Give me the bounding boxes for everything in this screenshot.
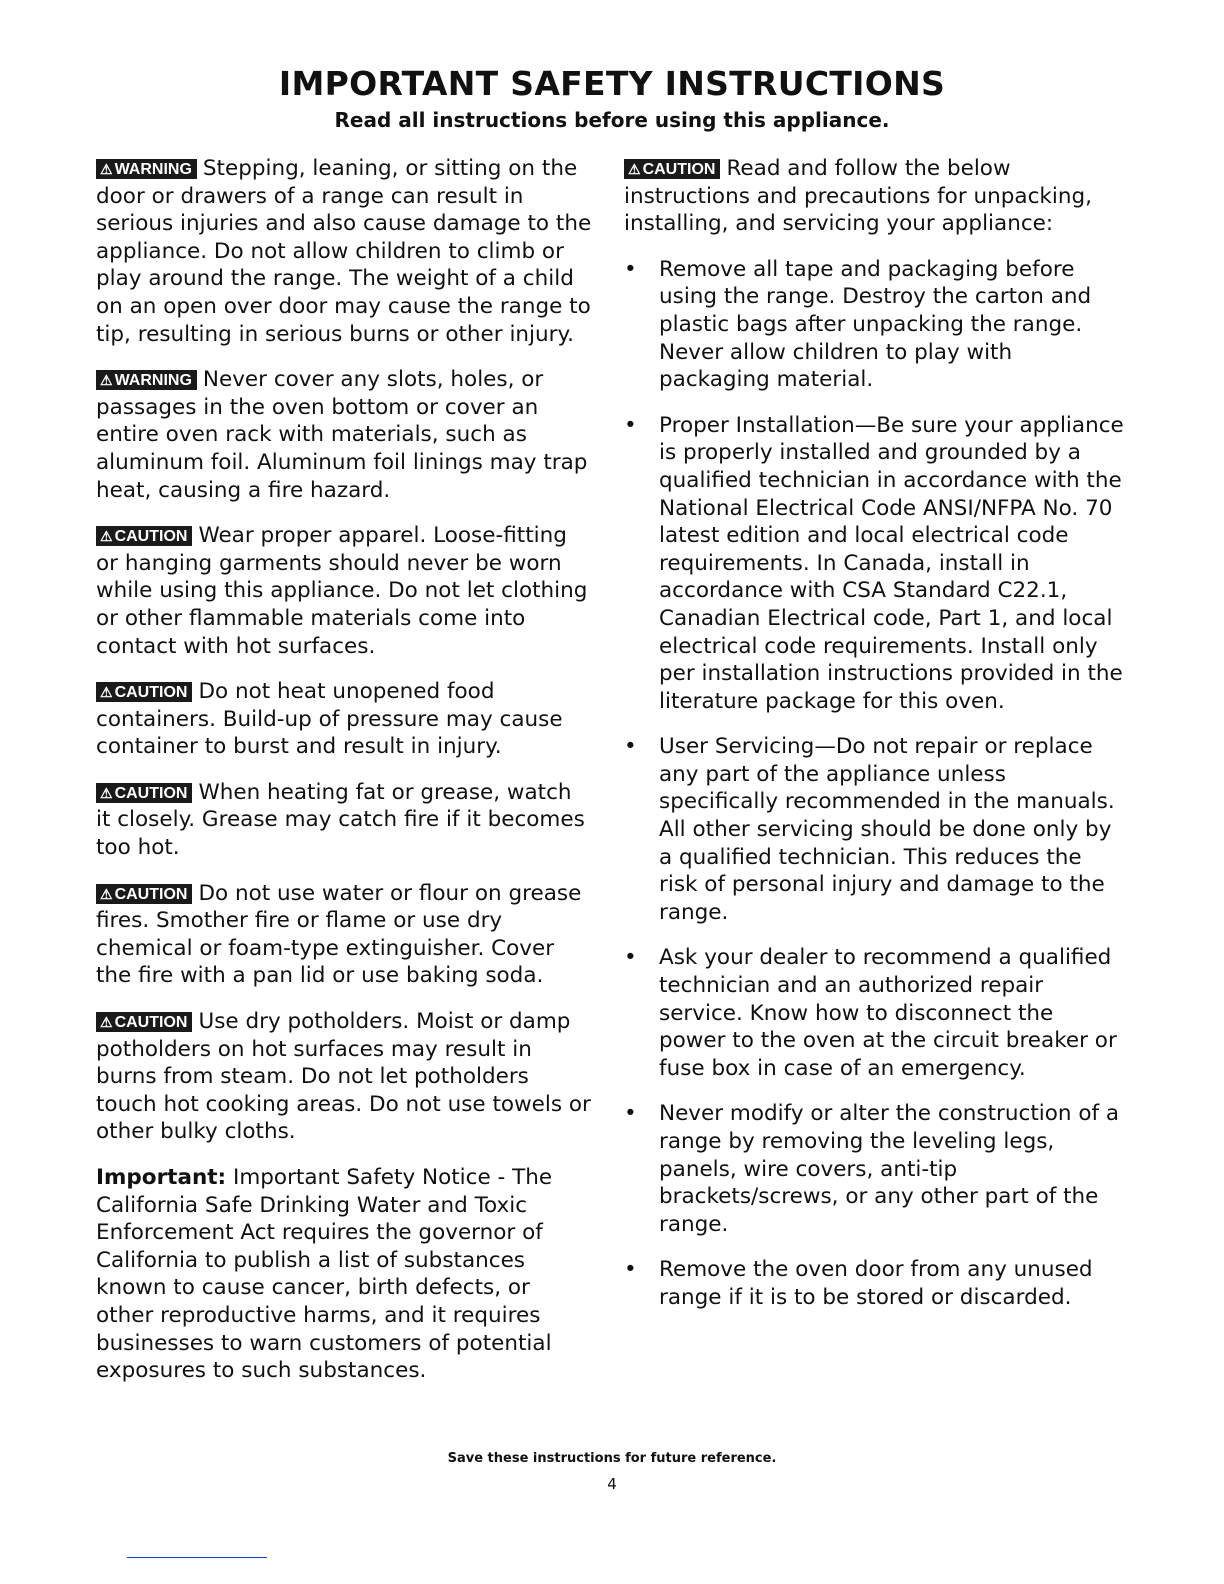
right-column — [624, 155, 1124, 1330]
caution-intro-text: Read and follow the below instructions and precautions for unpacking, installing, and servicing your appliance: — [624, 156, 1092, 237]
caution-badge: ⚠ CAUTION — [96, 884, 192, 904]
page-number: 4 — [607, 1475, 617, 1493]
safety-item-text: Never cover any slots, holes, or passages in the oven bottom or cover an entire oven rack with materials, such as aluminum foil. Aluminum foil linings may trap heat, causing a fire hazard. — [96, 367, 588, 503]
warning-triangle-icon: ⚠ — [100, 684, 113, 701]
safety-item — [96, 366, 592, 504]
warning-triangle-icon: ⚠ — [100, 372, 113, 389]
list-item: • Never modify or alter the construction of a range by removing the leveling legs, panels, wire covers, anti-tip brackets/screws, or any other part of the range. — [624, 1101, 1120, 1237]
safety-item — [96, 779, 592, 862]
list-item: • Remove all tape and packaging before using the range. Destroy the carton and plastic bags after unpacking the range. Never allow children to play with packaging material. — [624, 256, 1092, 393]
caution-badge: ⚠ CAUTION — [96, 1012, 192, 1032]
warning-triangle-icon: ⚠ — [100, 161, 113, 177]
bullet-icon: • — [624, 412, 637, 438]
safety-item-text: Do not heat unopened food containers. Build-up of pressure may cause container to burst and result in injury. — [96, 679, 563, 760]
left-column — [96, 155, 592, 1403]
important-note-text: Important Safety Notice - The California Safe Drinking Water and Toxic Enforcement Act requires the governor of California to publish a list of substances known to cause cancer, birth defects, or other reproductive harms, and it requires businesses to warn customers of potential exposures to such substances. — [96, 1165, 553, 1384]
warning-badge: ⚠ WARNING — [96, 370, 197, 390]
warning-triangle-icon: ⚠ — [628, 161, 641, 177]
safety-item-text: Wear proper apparel. Loose-fitting or hanging garments should never be worn while using this appliance. Do not let clothing or other flammable materials come into contact with hot surfaces. — [96, 523, 588, 659]
safety-item-text: Stepping, leaning, or sitting on the door or drawers of a range can result in serious injuries and also cause damage to the appliance. Do not allow children to climb or play around the range. The weight of a child on an open over door may cause the range to tip, resulting in serious burns or other injury. — [96, 156, 592, 347]
warning-triangle-icon: ⚠ — [100, 528, 113, 545]
warning-triangle-icon: ⚠ — [100, 784, 113, 801]
bullet-icon: • — [624, 945, 637, 971]
warning-triangle-icon: ⚠ — [100, 1014, 113, 1031]
divider — [127, 1557, 267, 1558]
bullet-icon: • — [624, 1101, 637, 1127]
important-label: Important: — [96, 1165, 227, 1190]
safety-item-text: Use dry potholders. Moist or damp potholders on hot surfaces may result in burns from steam. Do not let potholders touch hot cooking areas. Do not use towels or other bulky cloths. — [96, 1009, 591, 1145]
precaution-list — [624, 256, 1124, 1312]
warning-triangle-icon: ⚠ — [100, 885, 113, 902]
caution-intro — [624, 155, 1124, 238]
important-note — [96, 1164, 592, 1385]
caution-badge: ⚠ CAUTION — [96, 682, 192, 702]
caution-badge: ⚠ CAUTION — [624, 159, 720, 179]
caution-badge: ⚠ CAUTION — [96, 526, 192, 546]
list-item: • Remove the oven door from any unused range if it is to be stored or discarded. — [624, 1257, 1093, 1310]
bullet-icon: • — [624, 1257, 637, 1283]
bullet-icon: • — [624, 734, 637, 760]
bullet-icon: • — [624, 256, 637, 282]
safety-item — [96, 155, 592, 348]
list-item: • User Servicing—Do not repair or replace any part of the appliance unless specifically recommended in the manuals. All other servicing should be done only by a qualified technician. This reduces the risk of personal injury and damage to the range. — [624, 734, 1115, 925]
list-item: • Proper Installation—Be sure your appliance is properly installed and grounded by a qualified technician in accordance with the National Electrical Code ANSI/NFPA No. 70 latest edition and local electrical code requirements. In Canada, install in accordance with CSA Standard C22.1, Canadian Electrical code, Part 1, and local electrical code requirements. Install only per installation instructions provided in the literature package for this oven. — [624, 412, 1124, 714]
page-title: IMPORTANT SAFETY INSTRUCTIONS — [278, 64, 946, 103]
caution-badge: ⚠ CAUTION — [96, 783, 192, 803]
safety-item — [96, 522, 592, 660]
safety-item — [96, 1008, 592, 1146]
safety-item — [96, 678, 592, 761]
page-subtitle: Read all instructions before using this appliance. — [334, 108, 890, 132]
footer-note: Save these instructions for future reference. — [447, 1451, 777, 1466]
list-item: • Ask your dealer to recommend a qualified technician and an authorized repair service. Know how to disconnect the power to the oven at the circuit breaker or fuse box in case of an emergency. — [624, 945, 1117, 1081]
safety-item-text: Do not use water or flour on grease fires. Smother fire or flame or use dry chemical or foam-type extinguisher. Cover the fire with a pan lid or use baking soda. — [96, 880, 582, 989]
warning-badge: ⚠ WARNING — [96, 159, 197, 179]
safety-item-text: When heating fat or grease, watch it closely. Grease may catch fire if it becomes too hot. — [96, 779, 585, 861]
safety-item — [96, 880, 592, 990]
